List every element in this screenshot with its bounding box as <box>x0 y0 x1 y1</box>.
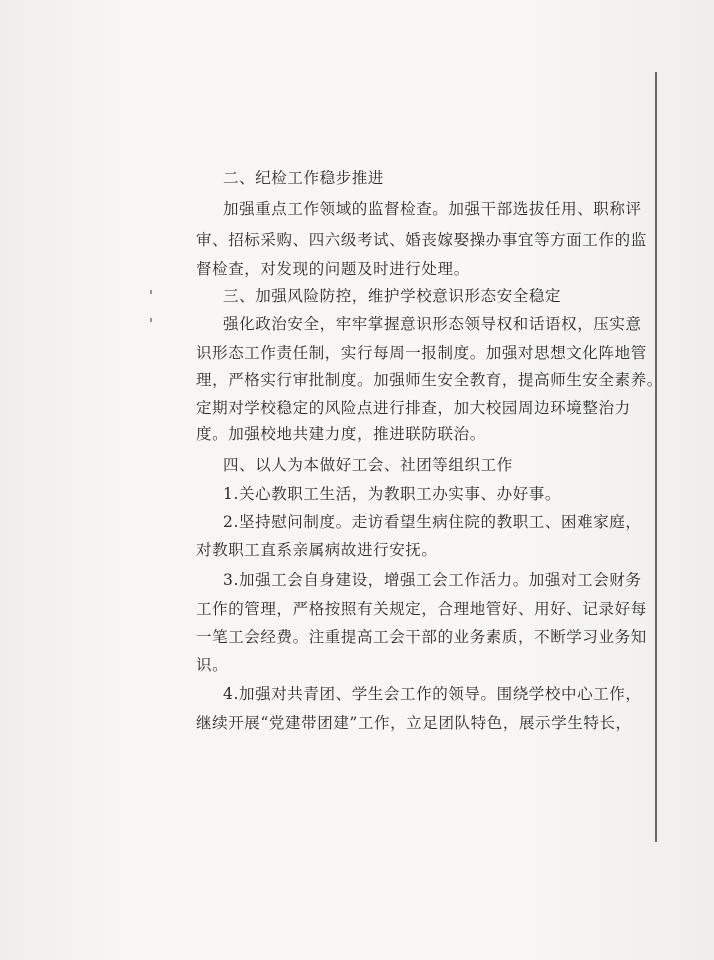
paragraph-line: 度。加强校地共建力度，推进联防联治。 <box>196 425 486 443</box>
paragraph-line: 定期对学校稳定的风险点进行排查，加大校园周边环境整治力 <box>196 399 631 417</box>
paragraph-line: 强化政治安全，牢牢掌握意识形态领导权和话语权，压实意 <box>223 315 642 333</box>
paragraph-line: 识。 <box>196 656 229 674</box>
section-heading: 二、纪检工作稳步推进 <box>223 169 385 187</box>
paragraph-line: 理，严格实行审批制度。加强师生安全教育，提高师生安全素养。 <box>196 371 663 389</box>
paragraph-line: 1.关心教职工生活，为教职工办实事、办好事。 <box>223 485 561 503</box>
section-heading: 四、以人为本做好工会、社团等组织工作 <box>223 456 513 474</box>
paragraph-line: 继续开展“党建带团建”工作，立足团队特色，展示学生特长， <box>196 714 632 732</box>
paragraph-line: 识形态工作责任制，实行每周一报制度。加强对思想文化阵地管 <box>196 344 647 362</box>
paragraph-line: 2.坚持慰问制度。走访看望生病住院的教职工、困难家庭， <box>223 513 642 531</box>
paragraph-line: 工作的管理，严格按照有关规定，合理地管好、用好、记录好每 <box>196 600 647 618</box>
section-heading: 三、加强风险防控，维护学校意识形态安全稳定 <box>223 287 562 305</box>
paragraph-line: 督检查，对发现的问题及时进行处理。 <box>196 260 470 278</box>
paragraph-line: 审、招标采购、四六级考试、婚丧嫁娶操办事宜等方面工作的监 <box>196 231 647 249</box>
paragraph-line: 4.加强对共青团、学生会工作的领导。围绕学校中心工作， <box>223 685 642 703</box>
paragraph-line: 加强重点工作领域的监督检查。加强干部选拔任用、职称评 <box>223 200 642 218</box>
paragraph-line: 对教职工直系亲属病故进行安抚。 <box>196 541 438 559</box>
paragraph-line: 一笔工会经费。注重提高工会干部的业务素质，不断学习业务知 <box>196 628 647 646</box>
paragraph-line: 3.加强工会自身建设，增强工会工作活力。加强对工会财务 <box>223 571 642 589</box>
